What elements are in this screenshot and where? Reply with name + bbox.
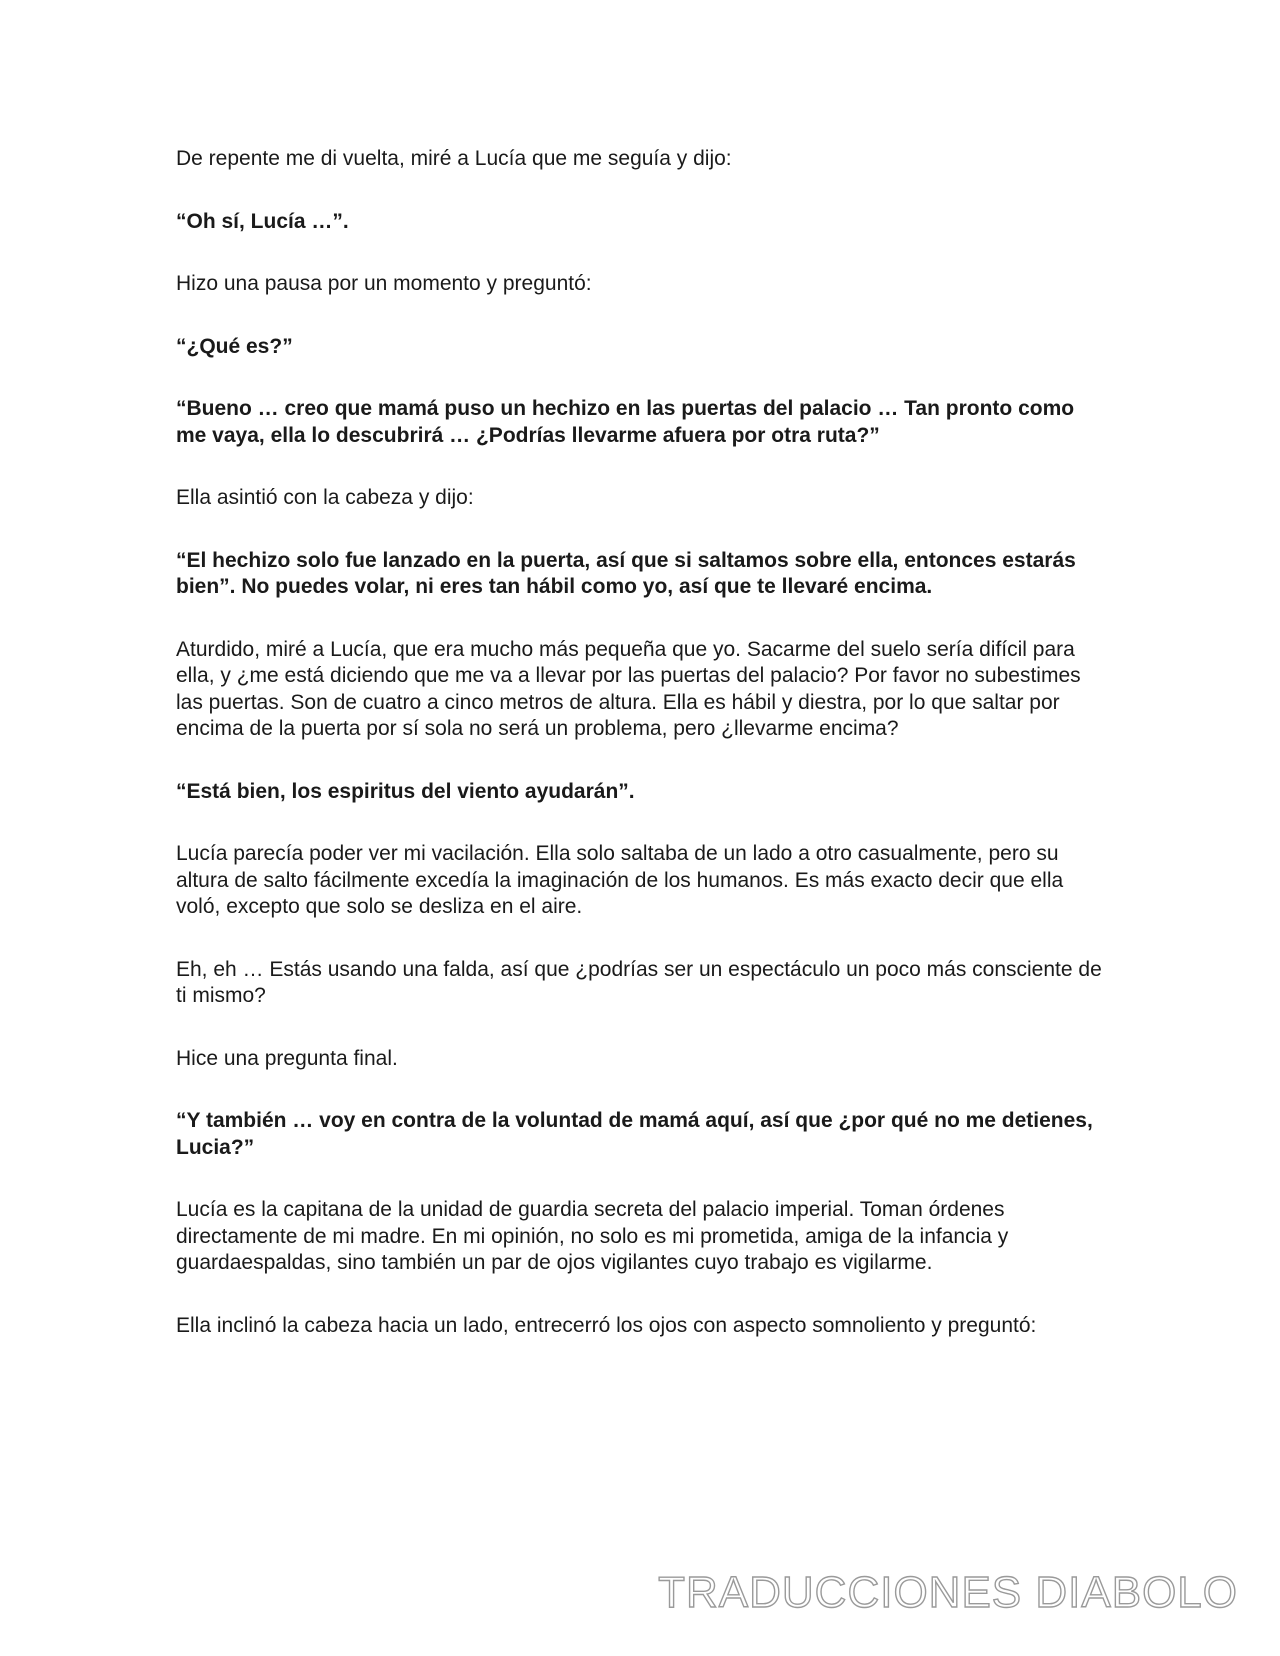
paragraph-15: Ella inclinó la cabeza hacia un lado, entrecerró los ojos con aspecto somnoliento y preguntó: (176, 1313, 1037, 1337)
document-body (176, 146, 1106, 1375)
paragraph-9: “Está bien, los espiritus del viento ayudarán”. (176, 779, 635, 803)
paragraph-13: “Y también … voy en contra de la voluntad de mamá aquí, así que ¿por qué no me detienes, Lucia?” (176, 1109, 1093, 1159)
paragraph-1: De repente me di vuelta, miré a Lucía que me seguía y dijo: (176, 147, 732, 170)
paragraph-6: Ella asintió con la cabeza y dijo: (176, 486, 474, 509)
paragraph-3: Hizo una pausa por un momento y preguntó: (176, 272, 592, 295)
paragraph-8: Aturdido, miré a Lucía, que era mucho más pequeña que yo. Sacarme del suelo sería difícil para ella, y ¿me está diciendo que me va a llevar por las puertas del palacio? Por favor no subestimes las puertas. Son de cuatro a cinco metros de altura. Ella es hábil y diestra, por lo que saltar por encima de la puerta por sí sola no será un problema, pero ¿llevarme encima? (176, 637, 1081, 740)
paragraph-14: Lucía es la capitana de la unidad de guardia secreta del palacio imperial. Toman órdenes directamente de mi madre. En mi opinión, no solo es mi prometida, amiga de la infancia y guardaespaldas, sino también un par de ojos vigilantes cuyo trabajo es vigilarme. (176, 1198, 1009, 1274)
paragraph-4: “¿Qué es?” (176, 334, 293, 358)
watermark: TRADUCCIONES DIABOLO (658, 1568, 1238, 1617)
paragraph-12: Hice una pregunta final. (176, 1046, 398, 1070)
paragraph-7: “El hechizo solo fue lanzado en la puerta, así que si saltamos sobre ella, entonces estarás bien”. No puedes volar, ni eres tan hábil como yo, así que te llevaré encima. (176, 548, 1076, 598)
paragraph-10: Lucía parecía poder ver mi vacilación. Ella solo saltaba de un lado a otro casualmente, pero su altura de salto fácilmente excedía la imaginación de los humanos. Es más exacto decir que ella voló, excepto que solo se desliza en el aire. (176, 842, 1064, 918)
paragraph-11: Eh, eh … Estás usando una falda, así que ¿podrías ser un espectáculo un poco más consciente de ti mismo? (176, 957, 1102, 1007)
paragraph-5: “Bueno … creo que mamá puso un hechizo en las puertas del palacio … Tan pronto como me vaya, ella lo descubrirá … ¿Podrías llevarme afuera por otra ruta?” (176, 397, 1075, 447)
paragraph-2: “Oh sí, Lucía …”. (176, 209, 349, 233)
